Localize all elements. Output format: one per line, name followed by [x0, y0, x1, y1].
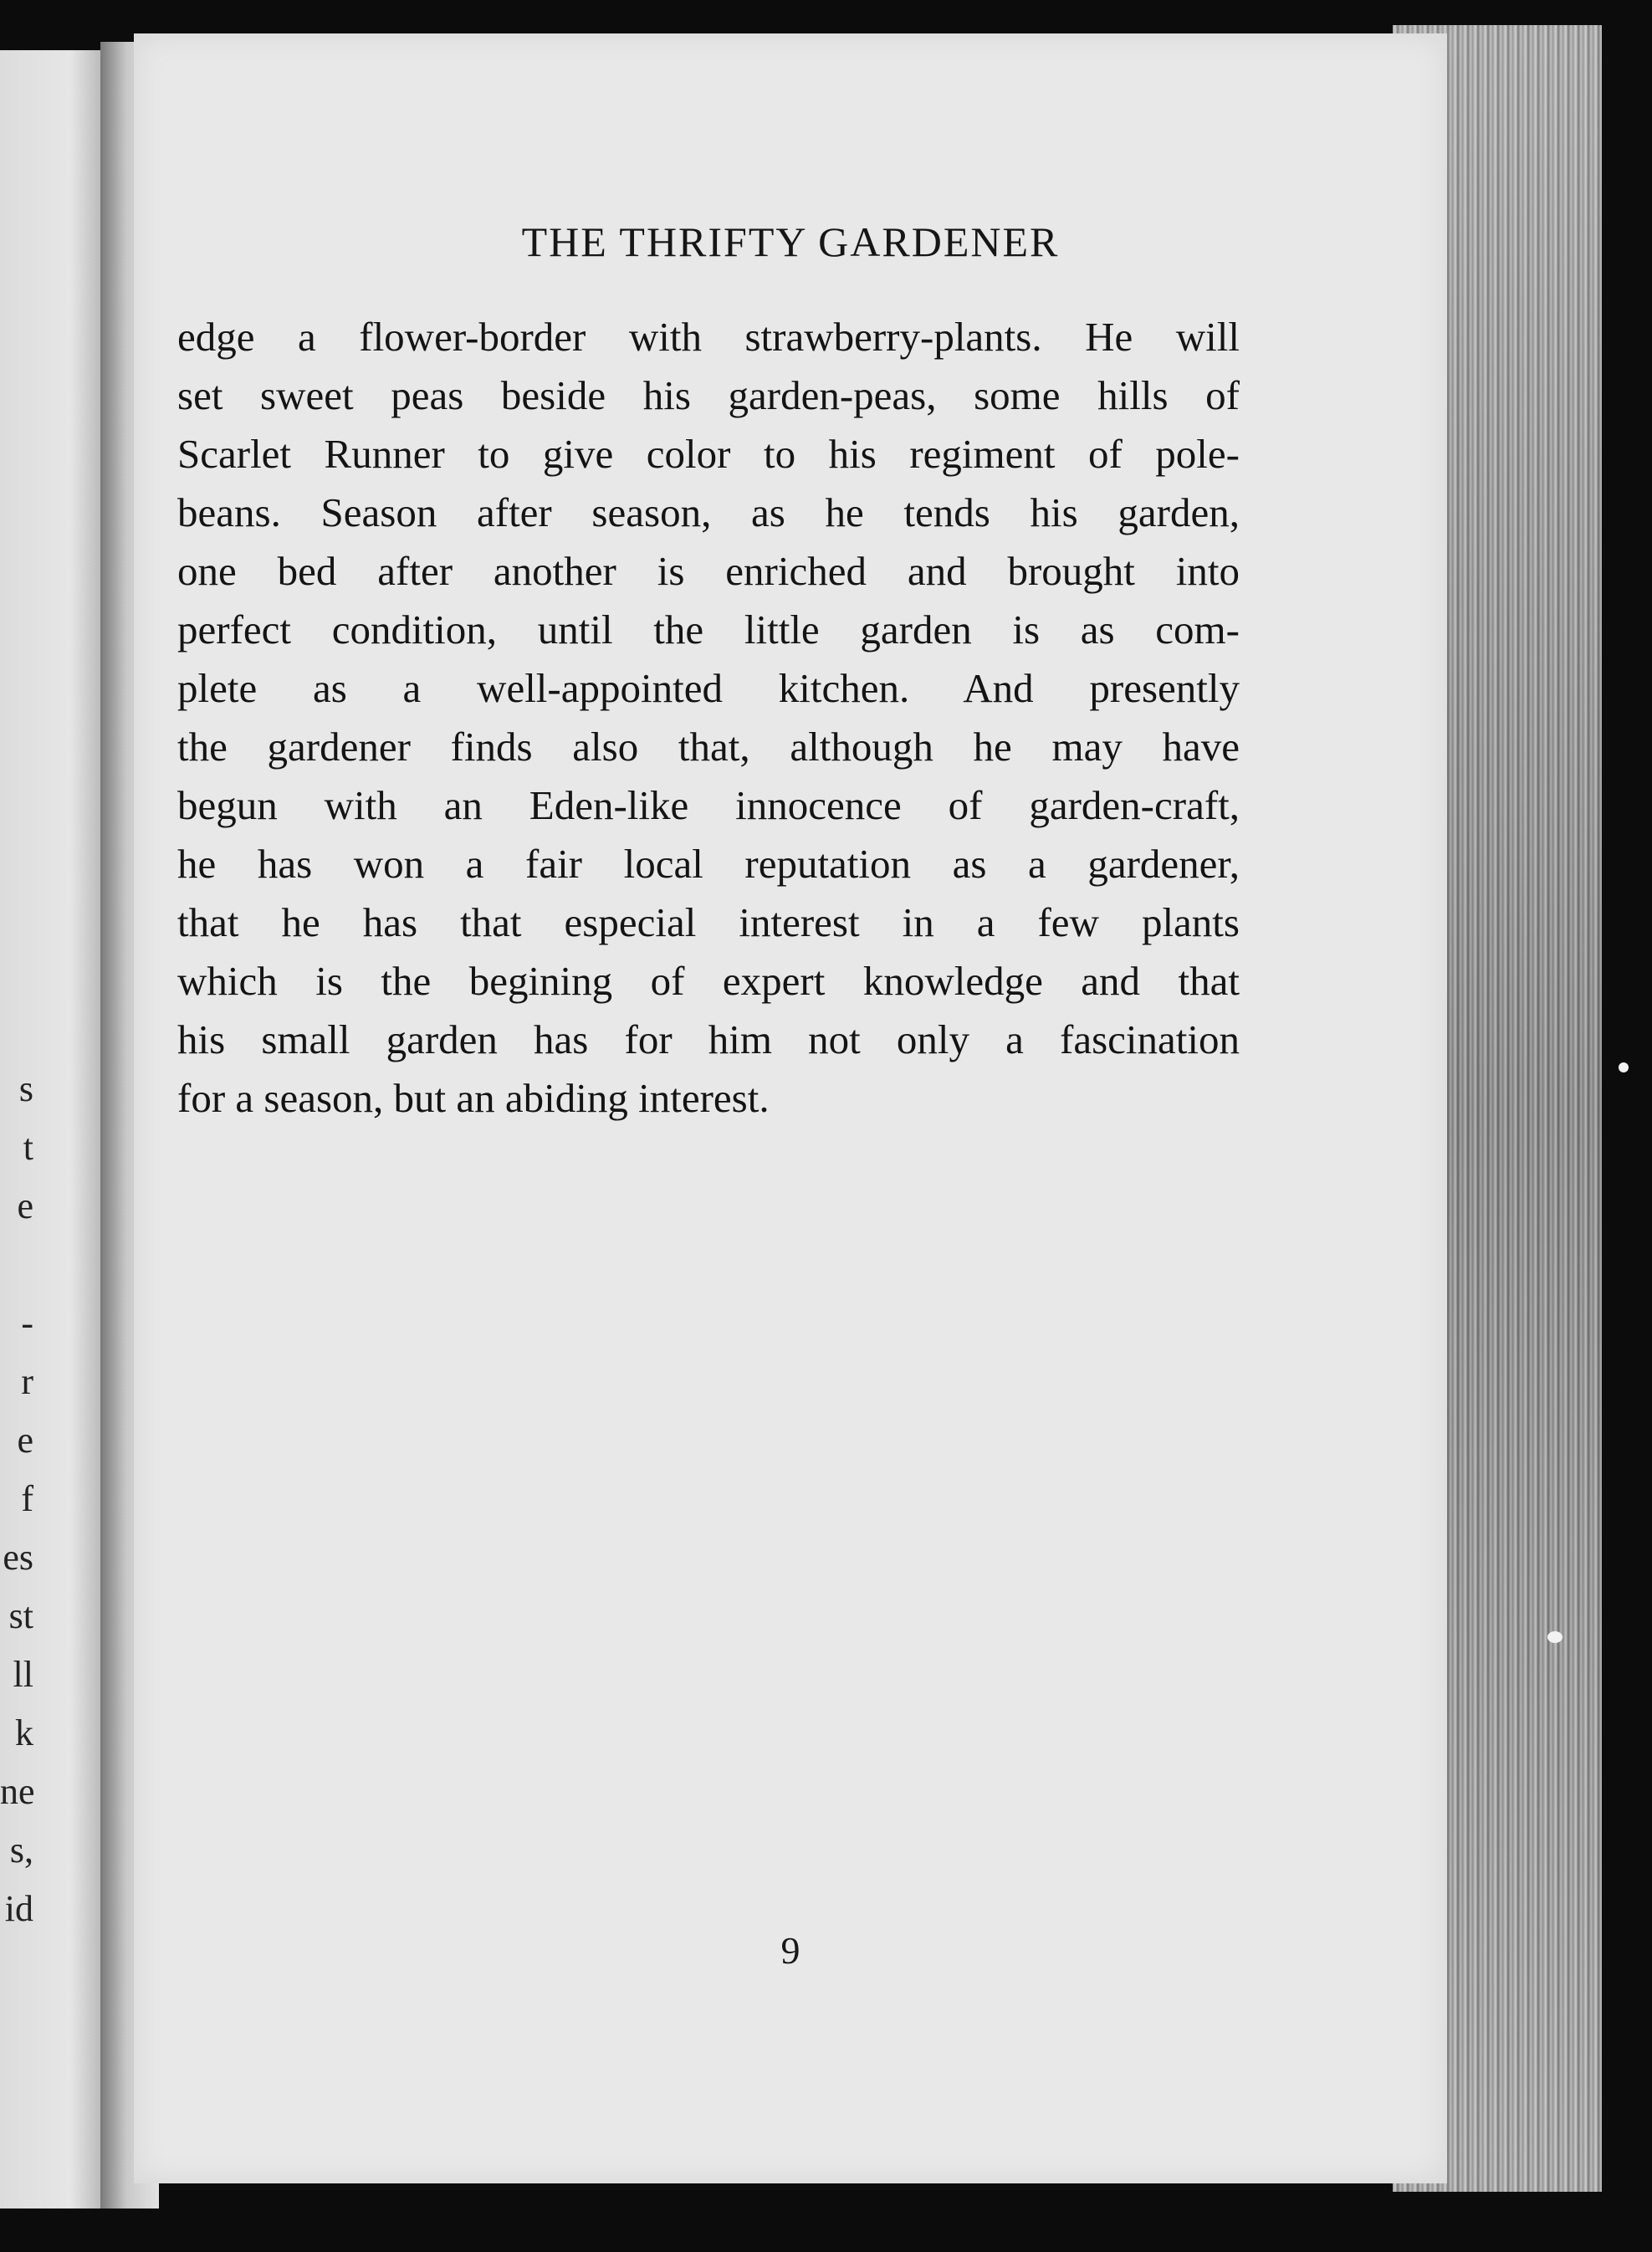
left-bleed-char: e: [17, 1185, 33, 1226]
text-line: edge a flower-border with strawberry-plants. He will: [177, 314, 1240, 360]
left-bleed-char: st: [8, 1595, 33, 1636]
left-bleed-char: e: [17, 1420, 33, 1461]
text-line: he has won a fair local reputation as a gardener,: [177, 841, 1240, 887]
left-bleed-char: r: [21, 1361, 33, 1402]
scan-speck: [1547, 1631, 1562, 1643]
text-line: for a season, but an abiding interest.: [177, 1075, 770, 1121]
left-bleed-char: es: [3, 1537, 33, 1578]
left-bleed-char: id: [4, 1888, 33, 1929]
text-line: beans. Season after season, as he tends his garden,: [177, 489, 1240, 535]
left-bleed-char: ne: [0, 1771, 35, 1812]
text-line: plete as a well-appointed kitchen. And presently: [177, 665, 1240, 711]
left-bleed-char: ll: [13, 1654, 33, 1695]
text-line: which is the begining of expert knowledge and that: [177, 958, 1240, 1004]
running-head: THE THRIFTY GARDENER: [521, 218, 1060, 265]
left-bleed-char: s: [18, 1068, 33, 1109]
text-line: set sweet peas beside his garden-peas, some hills of: [177, 372, 1240, 418]
text-line: begun with an Eden-like innocence of garden-craft,: [177, 782, 1240, 828]
body-paragraph: [177, 308, 1240, 1128]
page-number: 9: [780, 1929, 800, 1972]
text-line: that he has that especial interest in a few plants: [177, 899, 1240, 945]
left-bleed-char: s,: [9, 1830, 33, 1871]
text-line: his small garden has for him not only a fascination: [177, 1016, 1240, 1062]
left-page-edge: [0, 50, 117, 2208]
left-bleed-char: t: [23, 1127, 33, 1168]
left-bleed-char: -: [21, 1303, 33, 1344]
left-bleed-char: k: [15, 1712, 33, 1753]
text-line: the gardener finds also that, although he may have: [177, 724, 1240, 770]
text-line: one bed after another is enriched and brought into: [177, 548, 1240, 594]
text-line: Scarlet Runner to give color to his regiment of pole-: [177, 431, 1240, 477]
text-line: perfect condition, until the little garden is as com-: [177, 607, 1240, 653]
scan-speck: [1619, 1062, 1629, 1072]
left-bleed-char: f: [21, 1478, 33, 1519]
book-page: [134, 33, 1447, 2183]
